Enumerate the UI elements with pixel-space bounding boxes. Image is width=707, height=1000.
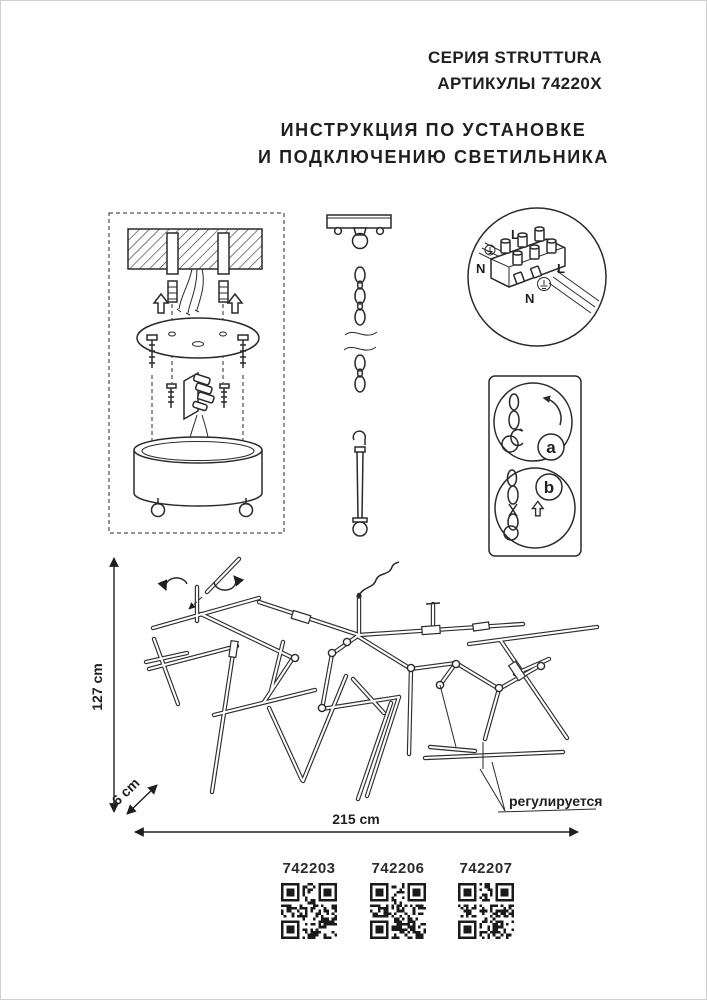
- qr-label: 742203: [282, 860, 336, 877]
- height-label: 127 cm: [89, 663, 105, 711]
- mains-wires-icon: [177, 269, 203, 315]
- assembly-rotation-arrows: [165, 576, 236, 609]
- title-line-2: И ПОДКЛЮЧЕНИЮ СВЕТИЛЬНИКА: [258, 147, 609, 167]
- qr-label: 742207: [459, 860, 513, 877]
- dimension-width: [135, 811, 578, 832]
- title-line-1: ИНСТРУКЦИЯ ПО УСТАНОВКЕ: [280, 120, 587, 140]
- qr-code: [458, 883, 514, 939]
- qr-label: 742206: [371, 860, 425, 877]
- label-line-out: L: [557, 261, 565, 276]
- ceiling-icon: [128, 229, 262, 274]
- depth-label: 6 cm: [108, 774, 143, 809]
- power-cord-icon: [356, 562, 399, 599]
- dimension-height: [89, 558, 114, 812]
- label-neutral-in: N: [476, 261, 486, 276]
- step-b-badge: b: [543, 478, 555, 497]
- chain-icon: [344, 267, 377, 392]
- up-arrow-icon: [228, 294, 242, 313]
- step-a-badge: a: [546, 438, 556, 457]
- qr-figure: [269, 860, 349, 939]
- adjustable-label: регулируется: [509, 793, 603, 809]
- qr-figure: [358, 860, 438, 939]
- up-arrow-icon: [154, 294, 168, 313]
- label-neutral-out: N: [525, 291, 535, 306]
- ceiling-bracket-icon: [327, 215, 391, 249]
- chandelier-rods: [146, 559, 597, 799]
- label-line-in: L: [511, 227, 519, 242]
- width-label: 215 cm: [332, 811, 380, 827]
- suspension-rod-icon: [353, 431, 367, 536]
- qr-figure: [446, 860, 526, 939]
- chain-adjustment-panel: [489, 376, 581, 556]
- article-numbers: АРТИКУЛЫ 74220X: [437, 74, 602, 94]
- dimension-depth: [108, 775, 157, 814]
- canopy-icon: [134, 437, 262, 506]
- wiring-detail-diagram: [468, 208, 606, 346]
- qr-code: [370, 883, 426, 939]
- qr-code: [281, 883, 337, 939]
- series-name: СЕРИЯ STRUTTURA: [428, 48, 602, 67]
- chandelier-drawing: [89, 549, 611, 843]
- adjustable-callout: [480, 762, 602, 812]
- ceiling-mount-diagram: [1, 1, 707, 561]
